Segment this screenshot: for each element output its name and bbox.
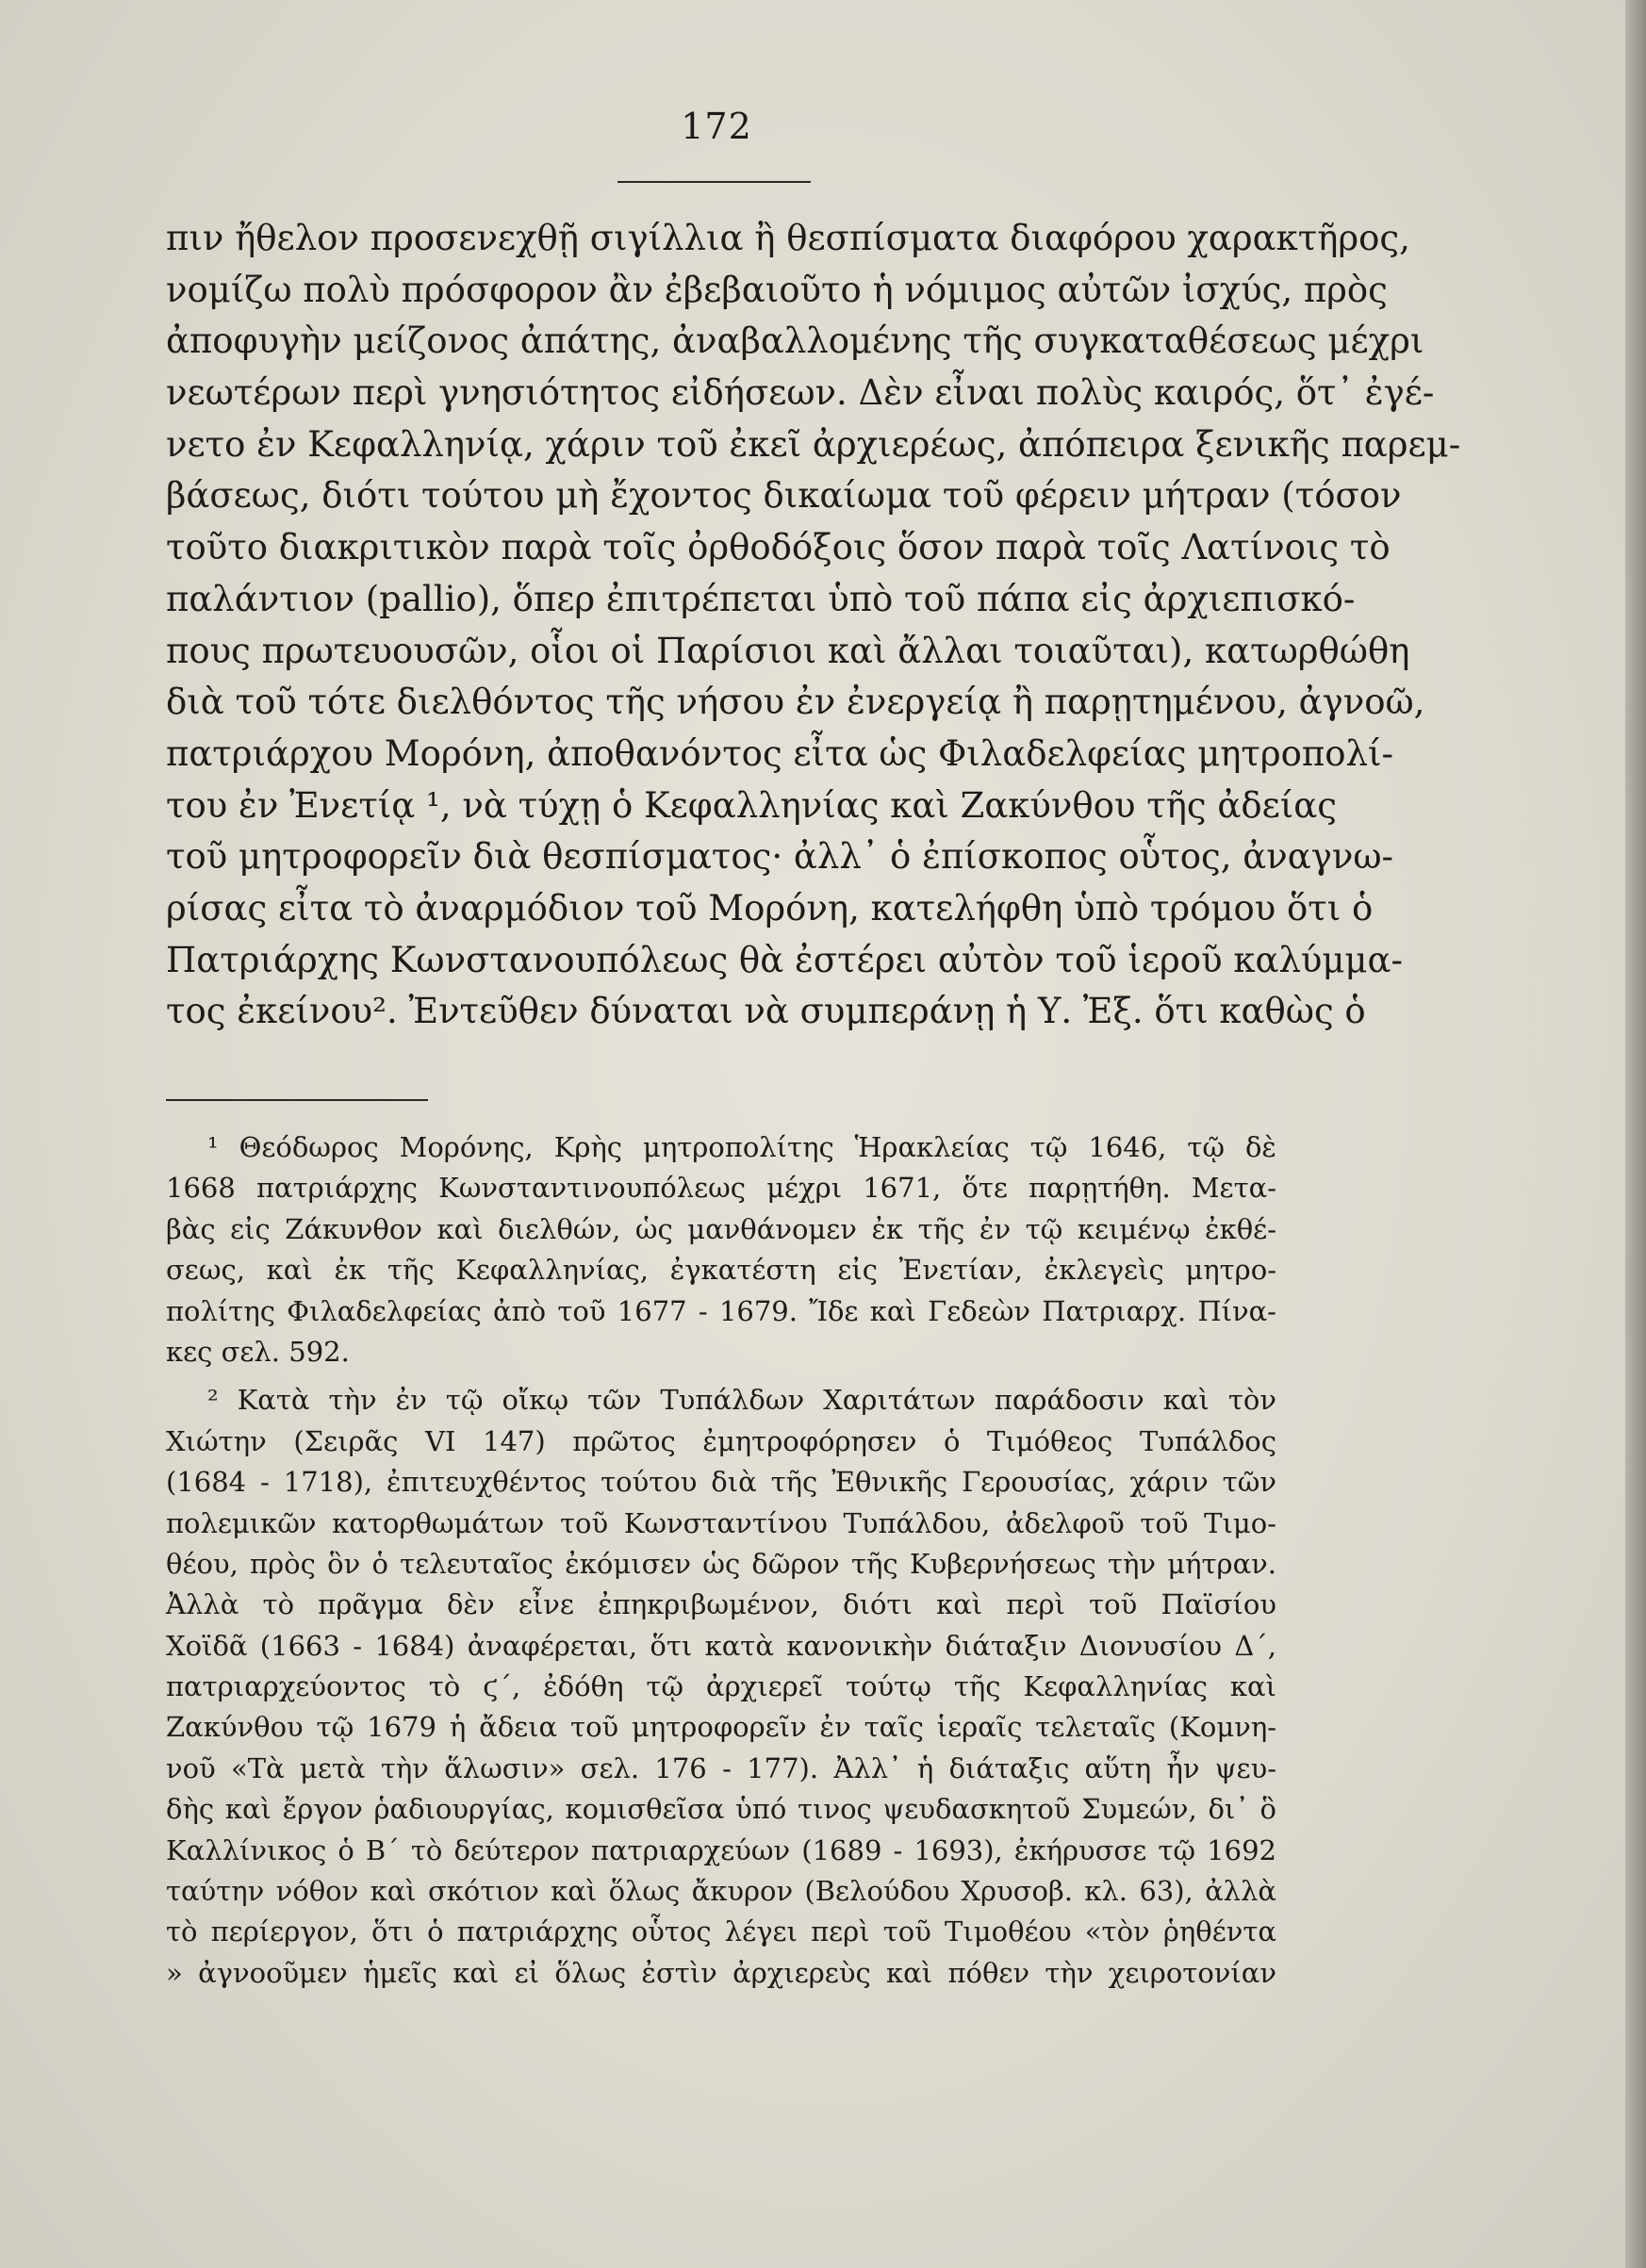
- footnote-line: σεως, καὶ ἐκ τῆς Κεφαλληνίας, ἐγκατέστη εἰς Ἐνετίαν, ἐκλεγεὶς μητρο-: [166, 1254, 1276, 1287]
- body-line: παλάντιον (pallio), ὅπερ ἐπιτρέπεται ὑπὸ τοῦ πάπα εἰς ἀρχιεπισκό-: [166, 578, 1356, 619]
- footnote-line: Ἀλλὰ τὸ πρᾶγμα δὲν εἶνε ἐπηκριβωμένον, διότι καὶ περὶ τοῦ Παϊσίου: [166, 1588, 1276, 1621]
- footnote-line: βὰς εἰς Ζάκυνθον καὶ διελθών, ὡς μανθάνομεν ἐκ τῆς ἐν τῷ κειμένῳ ἐκθέ-: [166, 1212, 1276, 1245]
- footnote-line: θέου, πρὸς ὃν ὁ τελευταῖος ἐκόμισεν ὡς δῶρον τῆς Κυβερνήσεως τὴν μήτραν.: [166, 1547, 1276, 1580]
- footnotes: [166, 1127, 1276, 1994]
- body-line: ἀποφυγὴν μείζονος ἀπάτης, ἀναβαλλομένης τῆς συγκαταθέσεως μέχρι: [166, 320, 1424, 362]
- main-text: [166, 213, 1461, 1038]
- footnote-line: ² Κατὰ τὴν ἐν τῷ οἴκῳ τῶν Τυπάλδων Χαριτάτων παράδοσιν καὶ τὸν: [207, 1384, 1276, 1417]
- page-number: 172: [681, 106, 752, 147]
- footnote-line: πολεμικῶν κατορθωμάτων τοῦ Κωνσταντίνου Τυπάλδου, ἀδελφοῦ τοῦ Τιμο-: [166, 1506, 1276, 1539]
- header-rule: [617, 181, 811, 183]
- page-edge-shadow: [1625, 0, 1646, 2268]
- footnote-line: Καλλίνικος ὁ Β´ τὸ δεύτερον πατριαρχεύων (1689 - 1693), ἐκήρυσσε τῷ 1692: [166, 1833, 1276, 1866]
- footnote-line: ταύτην νόθον καὶ σκότιον καὶ ὅλως ἄκυρον (Βελούδου Χρυσοβ. κλ. 63), ἀλλὰ: [166, 1875, 1276, 1908]
- footnote-line: δὴς καὶ ἔργον ῥαδιουργίας, κομισθεῖσα ὑπό τινος ψευδασκητοῦ Συμεών, δι᾽ ὃ: [166, 1793, 1276, 1826]
- footnote-line: » ἀγνοοῦμεν ἡμεῖς καὶ εἰ ὅλως ἐστὶν ἀρχιερεὺς καὶ πόθεν τὴν χειροτονίαν: [166, 1956, 1276, 1989]
- body-line: τοῦτο διακριτικὸν παρὰ τοῖς ὀρθοδόξοις ὅσον παρὰ τοῖς Λατίνοις τὸ: [166, 527, 1391, 568]
- footnote-line: Χιώτην (Σειρᾶς VI 147) πρῶτος ἐμητροφόρησεν ὁ Τιμόθεος Τυπάλδος: [166, 1424, 1276, 1457]
- body-line: νομίζω πολὺ πρόσφορον ἂν ἐβεβαιοῦτο ἡ νόμιμος αὐτῶν ἰσχύς, πρὸς: [166, 269, 1388, 310]
- body-line: τος ἐκείνου². Ἐντεῦθεν δύναται νὰ συμπεράνῃ ἡ Υ. Ἐξ. ὅτι καθὼς ὁ: [166, 991, 1366, 1032]
- footnote-line: Ζακύνθου τῷ 1679 ἡ ἄδεια τοῦ μητροφορεῖν ἐν ταῖς ἱεραῖς τελεταῖς (Κομνη-: [166, 1711, 1276, 1744]
- body-line: νετο ἐν Κεφαλληνίᾳ, χάριν τοῦ ἐκεῖ ἀρχιερέως, ἀπόπειρα ξενικῆς παρεμ-: [166, 423, 1461, 465]
- body-line: Πατριάρχης Κωνστανουπόλεως θὰ ἐστέρει αὐτὸν τοῦ ἱεροῦ καλύμμα-: [166, 939, 1403, 980]
- body-line: πους πρωτευουσῶν, οἷοι οἱ Παρίσιοι καὶ ἄλλαι τοιαῦται), κατωρθώθη: [166, 630, 1410, 671]
- footnote-line: τὸ περίεργον, ὅτι ὁ πατριάρχης οὗτος λέγει περὶ τοῦ Τιμοθέου «τὸν ῥηθέντα: [166, 1915, 1276, 1948]
- body-line: διὰ τοῦ τότε διελθόντος τῆς νήσου ἐν ἐνεργείᾳ ἢ παρῃτημένου, ἀγνοῶ,: [166, 682, 1425, 723]
- body-line: πατριάρχου Μορόνη, ἀποθανόντος εἶτα ὡς Φιλαδελφείας μητροπολί-: [166, 732, 1393, 774]
- body-line: νεωτέρων περὶ γνησιότητος εἰδήσεων. Δὲν εἶναι πολὺς καιρός, ὅτ᾽ ἐγέ-: [166, 372, 1435, 414]
- footnote-line: ¹ Θεόδωρος Μορόνης, Κρὴς μητροπολίτης Ἡρακλείας τῷ 1646, τῷ δὲ: [207, 1131, 1276, 1163]
- body-line: του ἐν Ἐνετίᾳ ¹, νὰ τύχῃ ὁ Κεφαλληνίας καὶ Ζακύνθου τῆς ἀδείας: [166, 784, 1337, 826]
- footnote-line: (1684 - 1718), ἐπιτευχθέντος τούτου διὰ τῆς Ἐθνικῆς Γερουσίας, χάριν τῶν: [166, 1466, 1276, 1499]
- footnote-line: πολίτης Φιλαδελφείας ἀπὸ τοῦ 1677 - 1679. Ἴδε καὶ Γεδεὼν Πατριαρχ. Πίνα-: [166, 1294, 1276, 1327]
- footnote-1: [166, 1127, 1276, 1372]
- footnote-line: κες σελ. 592.: [166, 1335, 350, 1368]
- footnote-line: νοῦ «Τὰ μετὰ τὴν ἅλωσιν» σελ. 176 - 177). Ἀλλ᾽ ἡ διάταξις αὕτη ἦν ψευ-: [166, 1751, 1276, 1784]
- footnote-2: [166, 1380, 1276, 1994]
- body-line: βάσεως, διότι τούτου μὴ ἔχοντος δικαίωμα τοῦ φέρειν μήτραν (τόσον: [166, 475, 1402, 517]
- footnote-line: πατριαρχεύοντος τὸ ϛ´, ἐδόθη τῷ ἀρχιερεῖ τούτῳ τῆς Κεφαλληνίας καὶ: [166, 1670, 1276, 1703]
- body-line: πιν ἤθελον προσενεχθῇ σιγίλλια ἢ θεσπίσματα διαφόρου χαρακτῆρος,: [166, 218, 1410, 258]
- footnote-line: 1668 πατριάρχης Κωνσταντινουπόλεως μέχρι 1671, ὅτε παρῃτήθη. Μετα-: [166, 1172, 1276, 1205]
- body-line: τοῦ μητροφορεῖν διὰ θεσπίσματος· ἀλλ᾽ ὁ ἐπίσκοπος οὗτος, ἀναγνω-: [166, 836, 1394, 878]
- body-line: ρίσας εἶτα τὸ ἀναρμόδιον τοῦ Μορόνη, κατελήφθη ὑπὸ τρόμου ὅτι ὁ: [166, 887, 1374, 929]
- footnote-rule: [166, 1099, 428, 1101]
- footnote-line: Χοϊδᾶ (1663 - 1684) ἀναφέρεται, ὅτι κατὰ κανονικὴν διάταξιν Διονυσίου Δ´,: [166, 1629, 1276, 1662]
